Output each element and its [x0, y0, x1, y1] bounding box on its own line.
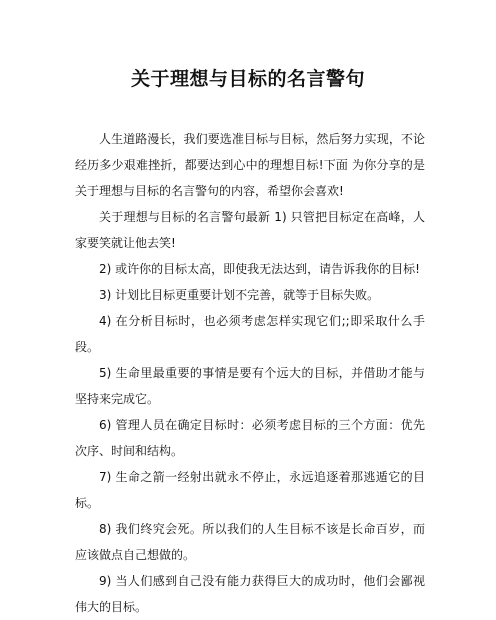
document-body — [75, 126, 425, 620]
quote-paragraph-2: 2) 或许你的目标太高，即使我无法达到，请告诉我你的目标! — [99, 262, 420, 276]
quote-paragraph-1: 关于理想与目标的名言警句最新 1) 只管把目标定在高峰，人家要笑就让他去笑! — [75, 210, 425, 250]
document-title: 关于理想与目标的名言警句 — [130, 68, 365, 90]
quote-paragraph-9: 9) 当人们感到自己没有能力获得巨大的成功时，他们会鄙视伟大的目标。 — [75, 574, 425, 614]
intro-paragraph: 人生道路漫长，我们要选准目标与目标，然后努力实现，不论经历多少艰难挫折，都要达到心中的理想目标!下面 为你分享的是关于理想与目标的名言警句的内容，希望你会喜欢! — [75, 132, 425, 198]
quote-paragraph-3: 3) 计划比目标更重要计划不完善，就等于目标失败。 — [99, 288, 380, 302]
quote-paragraph-7: 7) 生命之箭一经射出就永不停止，永远追逐着那逃遁它的目标。 — [75, 470, 425, 510]
quote-paragraph-5: 5) 生命里最重要的事情是要有个远大的目标，并借助才能与坚持来完成它。 — [75, 366, 425, 406]
quote-paragraph-6: 6) 管理人员在确定目标时：必须考虑目标的三个方面：优先次序、时间和结构。 — [75, 418, 425, 458]
quote-paragraph-4: 4) 在分析目标时，也必须考虑怎样实现它们;;即采取什么手段。 — [75, 314, 425, 354]
quote-paragraph-8: 8) 我们终究会死。所以我们的人生目标不该是长命百岁，而应该做点自己想做的。 — [75, 522, 425, 562]
